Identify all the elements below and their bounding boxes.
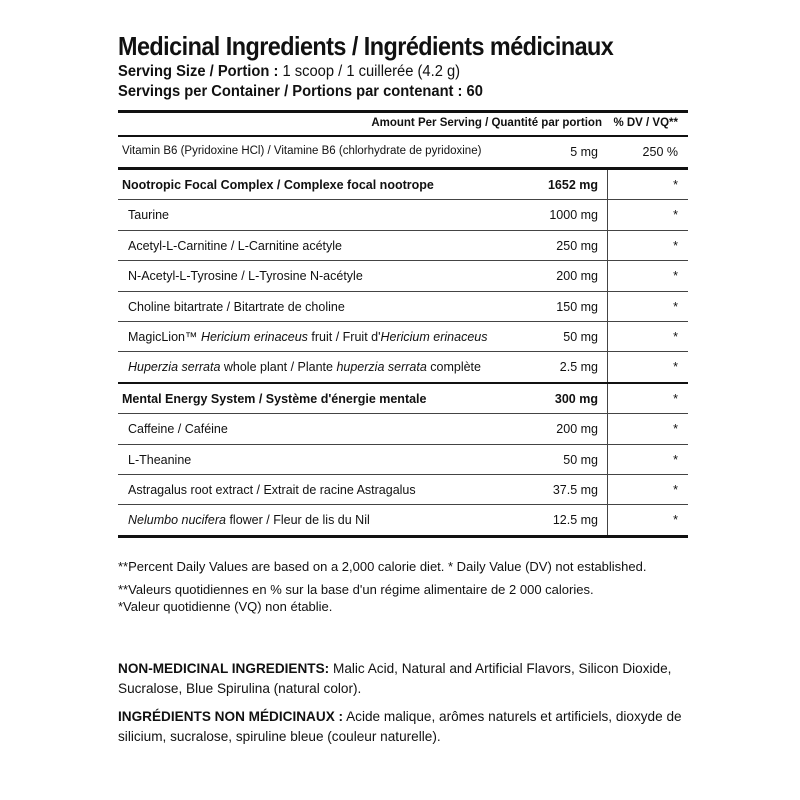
ingredient-dv: * bbox=[673, 452, 678, 467]
serving-size bbox=[118, 62, 660, 82]
ingredient-amount: 50 mg bbox=[563, 452, 598, 467]
table-row bbox=[118, 231, 688, 261]
column-divider bbox=[607, 292, 608, 321]
ingredient-amount: 200 mg bbox=[556, 269, 598, 284]
ingredient-name bbox=[128, 360, 481, 374]
non-medicinal-en-text: Malic Acid, Natural and Artificial Flavors, Silicon Dioxide, Sucralose, Blue Spirulina (natural color). bbox=[118, 660, 672, 696]
ingredient-amount: 12.5 mg bbox=[552, 513, 598, 528]
footnote-fr-not-established: *Valeur quotidienne (VQ) non établie. bbox=[118, 598, 333, 614]
non-medicinal-fr-label: INGRÉDIENTS NON MÉDICINAUX : bbox=[118, 708, 344, 724]
group-amount: 300 mg bbox=[554, 391, 598, 406]
magiclion-row bbox=[118, 322, 688, 352]
column-divider bbox=[607, 231, 608, 260]
non-medicinal-en-label: NON-MEDICINAL INGREDIENTS: bbox=[118, 660, 330, 676]
ingredients-table bbox=[118, 113, 688, 538]
latin-name: Nelumbo nucifera bbox=[128, 513, 226, 528]
group-name: Mental Energy System / Système d'énergie mentale bbox=[122, 391, 427, 406]
name-middle: fruit / Fruit d' bbox=[307, 329, 381, 344]
nootropic-complex-row bbox=[118, 170, 688, 200]
name-middle: whole plant / Plante bbox=[220, 360, 337, 375]
huperzia-row bbox=[118, 352, 688, 383]
footnote-fr-dv: **Valeurs quotidiennes en % sur la base d'un régime alimentaire de 2 000 calories. bbox=[118, 581, 594, 597]
vitamin-b6-row bbox=[118, 137, 688, 170]
table-row bbox=[118, 200, 688, 230]
name-suffix: flower / Fleur de lis du Nil bbox=[225, 513, 370, 528]
ingredient-name bbox=[128, 513, 370, 527]
group-dv: * bbox=[673, 391, 678, 406]
ingredient-amount: 250 mg bbox=[556, 238, 598, 253]
ingredient-dv: * bbox=[673, 482, 678, 497]
ingredient-name: Astragalus root extract / Extrait de racine Astragalus bbox=[128, 482, 416, 497]
ingredient-amount: 1000 mg bbox=[549, 208, 598, 223]
ingredient-dv: * bbox=[673, 422, 678, 437]
ingredient-dv: 250 % bbox=[642, 145, 678, 159]
ingredient-name: Caffeine / Caféine bbox=[128, 422, 228, 437]
latin-name-fr: Hericium erinaceus bbox=[380, 329, 488, 344]
ingredient-name: N-Acetyl-L-Tyrosine / L-Tyrosine N-acétyle bbox=[128, 269, 363, 284]
ingredient-amount: 5 mg bbox=[570, 145, 598, 159]
ingredient-name: Vitamin B6 (Pyridoxine HCl) / Vitamine B6 (chlorhydrate de pyridoxine) bbox=[122, 145, 482, 157]
ingredient-dv: * bbox=[673, 513, 678, 528]
latin-name: Hericium erinaceus bbox=[200, 329, 308, 344]
column-divider bbox=[607, 200, 608, 229]
non-medicinal-en bbox=[118, 659, 688, 699]
ingredient-amount: 150 mg bbox=[556, 299, 598, 314]
ingredient-name: L-Theanine bbox=[128, 452, 192, 467]
ingredient-amount: 50 mg bbox=[563, 329, 598, 344]
mental-energy-row bbox=[118, 384, 688, 414]
servings-per-container-label: Servings per Container / Portions par contenant : bbox=[118, 83, 463, 100]
column-divider bbox=[607, 170, 608, 199]
latin-name: Huperzia serrata bbox=[128, 360, 221, 375]
ingredient-dv: * bbox=[673, 329, 678, 344]
latin-name-fr: huperzia serrata bbox=[336, 360, 427, 375]
ingredient-amount: 2.5 mg bbox=[559, 360, 598, 375]
table-row bbox=[118, 445, 688, 475]
column-divider bbox=[607, 384, 608, 413]
footnote-en: **Percent Daily Values are based on a 2,000 calorie diet. * Daily Value (DV) not established. bbox=[118, 558, 647, 574]
ingredient-name: Acetyl-L-Carnitine / L-Carnitine acétyle bbox=[128, 238, 342, 253]
non-medicinal-fr-text: Acide malique, arômes naturels et artificiels, dioxyde de silicium, sucralose, spiruline bleue (couleur naturelle). bbox=[118, 708, 682, 744]
table-row bbox=[118, 475, 688, 505]
column-divider bbox=[607, 414, 608, 443]
ingredient-dv: * bbox=[673, 360, 678, 375]
table-row bbox=[118, 261, 688, 291]
brand-prefix: MagicLion™ bbox=[128, 329, 201, 344]
ingredient-name: Choline bitartrate / Bitartrate de choline bbox=[128, 299, 345, 314]
amount-column-header: Amount Per Serving / Quantité par portion bbox=[371, 117, 602, 129]
column-divider bbox=[607, 445, 608, 474]
ingredient-amount: 37.5 mg bbox=[552, 482, 598, 497]
supplement-facts-panel bbox=[118, 30, 688, 755]
table-row bbox=[118, 414, 688, 444]
name-suffix: complète bbox=[426, 360, 481, 375]
table-row bbox=[118, 292, 688, 322]
table-header bbox=[118, 113, 688, 137]
group-name: Nootropic Focal Complex / Complexe focal nootrope bbox=[122, 178, 434, 192]
column-divider bbox=[607, 505, 608, 534]
group-amount: 1652 mg bbox=[547, 178, 598, 192]
ingredient-amount: 200 mg bbox=[556, 422, 598, 437]
servings-per-container bbox=[118, 82, 660, 102]
column-divider bbox=[607, 475, 608, 504]
dv-column-header: % DV / VQ** bbox=[613, 117, 678, 129]
group-dv: * bbox=[673, 178, 678, 192]
servings-per-container-value: 60 bbox=[466, 83, 483, 100]
panel-title: Medicinal Ingredients / Ingrédients médicinaux bbox=[118, 31, 614, 61]
ingredient-dv: * bbox=[673, 208, 678, 223]
serving-size-value: 1 scoop / 1 cuillerée (4.2 g) bbox=[282, 63, 461, 80]
non-medicinal-fr bbox=[118, 707, 688, 747]
ingredient-name bbox=[128, 330, 487, 344]
footnotes bbox=[118, 558, 688, 615]
ingredient-dv: * bbox=[673, 238, 678, 253]
ingredient-name: Taurine bbox=[128, 208, 169, 223]
column-divider bbox=[607, 322, 608, 351]
column-divider bbox=[607, 261, 608, 290]
ingredient-dv: * bbox=[673, 299, 678, 314]
column-divider bbox=[607, 352, 608, 381]
nelumbo-row bbox=[118, 505, 688, 534]
serving-size-label: Serving Size / Portion : bbox=[118, 63, 279, 80]
non-medicinal-ingredients bbox=[118, 659, 688, 747]
ingredient-dv: * bbox=[673, 269, 678, 284]
